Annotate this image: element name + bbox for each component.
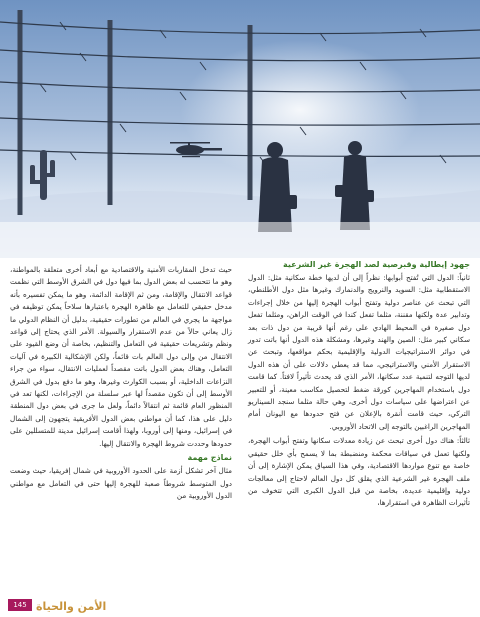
paragraph: مثال آخر تشكل أزمة على الحدود الأوروبية في شمال إفريقيا، حيث وضعت دول المتوسط شروطاً صعبة للهجرة إليها حتى في التعامل مع مواطني الدول الأوروبية من (10, 466, 232, 500)
page-number: 145 (8, 599, 32, 611)
article-left-column (10, 264, 232, 504)
paragraph: ثالثاً: هناك دول أخرى تبحث عن زيادة معدلات سكانها وتفتح أبواب الهجرة، ولكنها تعمل في سياقات محكمة ومنضبطة بما لا يسمح بأي خلل حقيقي خاصة مع تنوع مواردها الاقتصادية، وفي هذا السياق يمكن الإشارة إلى أن ملف الهجرة غير الشرعية الذي يقلق كل دول العالم لاحتاج إلى معالجات دولية وإقليمية عديدة، بخاصة من قبل الدول الكبرى التي تتخوف من تأثيرات الظاهرة في استقرارها، (248, 436, 470, 508)
paragraph: حيث تدخل المقاربات الأمنية والاقتصادية مع أبعاد أخرى متعلقة بالمواطنة، وهو ما تتحسب له بعض الدول بما فيها دول في الشرق الأوسط التي نظمت قواعد الانتقال والإقامة، ومن ثم الإقامة الدائمة، وهو ما يمكن تفسيره بأنه مدخل حقيقي للتعامل مع ظاهرة الهجرة باعتبارها سلاحاً يمكن توظيفه في مواجهة ما يجري في العالم من تطورات حقيقية، بدليل أن النظام الدولي ما زال يعاني حالاً من عدم الاستقرار والسيولة. الأمر الذي يحتاج إلى قواعد ونظم وتشريعات حقيقية في التعامل والتنظيم، بخاصة أن وضع القيود على الانتقال من وإلى دول العالم بات قائماً، ولكن الإشكالية الكبيرة في آليات التعامل، وهناك بعض الدول باتت مقصداً لعمليات الانتقال، سواء من جراء النزاعات الداخلية، أو بسبب الكوارث وغيرها، وهو ما دفع بدول في الشرق الأوسط إلى أن تكون مقصداً لها عبر سلسلة من الإجراءات، لكنها تعد في المنظور العام قائمة ثم انتقالاً دائماً، ولعل ما جرى في بعض دول المنطقة دليل على هذا، كما أن مواطني بعض الدول الأفريقية يتجهون إلى الشمال في إسرائيل، ومنها إلى أوروبا، ولهذا أقامت إسرائيل مدينة للمتسللين على حدودها وحددت شروط الهجرة والانتقال إليها. (10, 265, 232, 448)
page-footer (0, 593, 480, 617)
paragraph: ثانياً: الدول التي تُفتح أبوابها: نظراً إلى أن لديها خطة سكانية مثل: الدول الاستقطابية مثل: السويد والنرويج والدنمارك وغيرها مثل دول الأطلنطي، التي تبحث عن عناصر دولية وتفتح أبواب الهجرة إليها من خلال إجراءات وتدابير عدة ولكنها مقننة، مثلما تفعل كندا في الوقت الراهن، ومثلما تفعل دول صغيرة في المحيط الهادي على رغم أنها قريبة من دول ذات بعد سكاني كبير مثل: الصين والهند وغيرها، ومشكلة هذه الدول أنها باتت تدور في دوائر الاستراتيجيات الدولية والإقليمية بحكم مواقعها، وتبحث عن الاستقرار الأمني والاستراتيجي، مما قد يعطي دلالات على أن هذه الدول لديها التوجه لتنمية عدد سكانها، الأمر الذي قد يحدث تأثيراً لافتاً. كما قامت دول باستخدام المهاجرين كورقة ضغط لتحصيل مكاسب معينة، أو للتعبير عن اعتراضها على سياسات دول أخرى، وهي حالة مثلما سنجد السيناريو التركي، حيث قامت أنقرة بالإعلان عن فتح حدودها مع اليونان أمام المهاجرين الراغبين بالتوجه إلى الاتحاد الأوروبي. (248, 273, 470, 431)
hero-photo (0, 0, 480, 258)
article-right-column (248, 259, 470, 512)
section-heading: نماذج مهمة (187, 453, 232, 463)
section-heading: جهود إيطالية وقبرصية لصد الهجرة غير الشرعية (283, 260, 470, 269)
border-fence-illustration (0, 0, 480, 258)
magazine-title: الأمن والحياة (36, 600, 107, 613)
